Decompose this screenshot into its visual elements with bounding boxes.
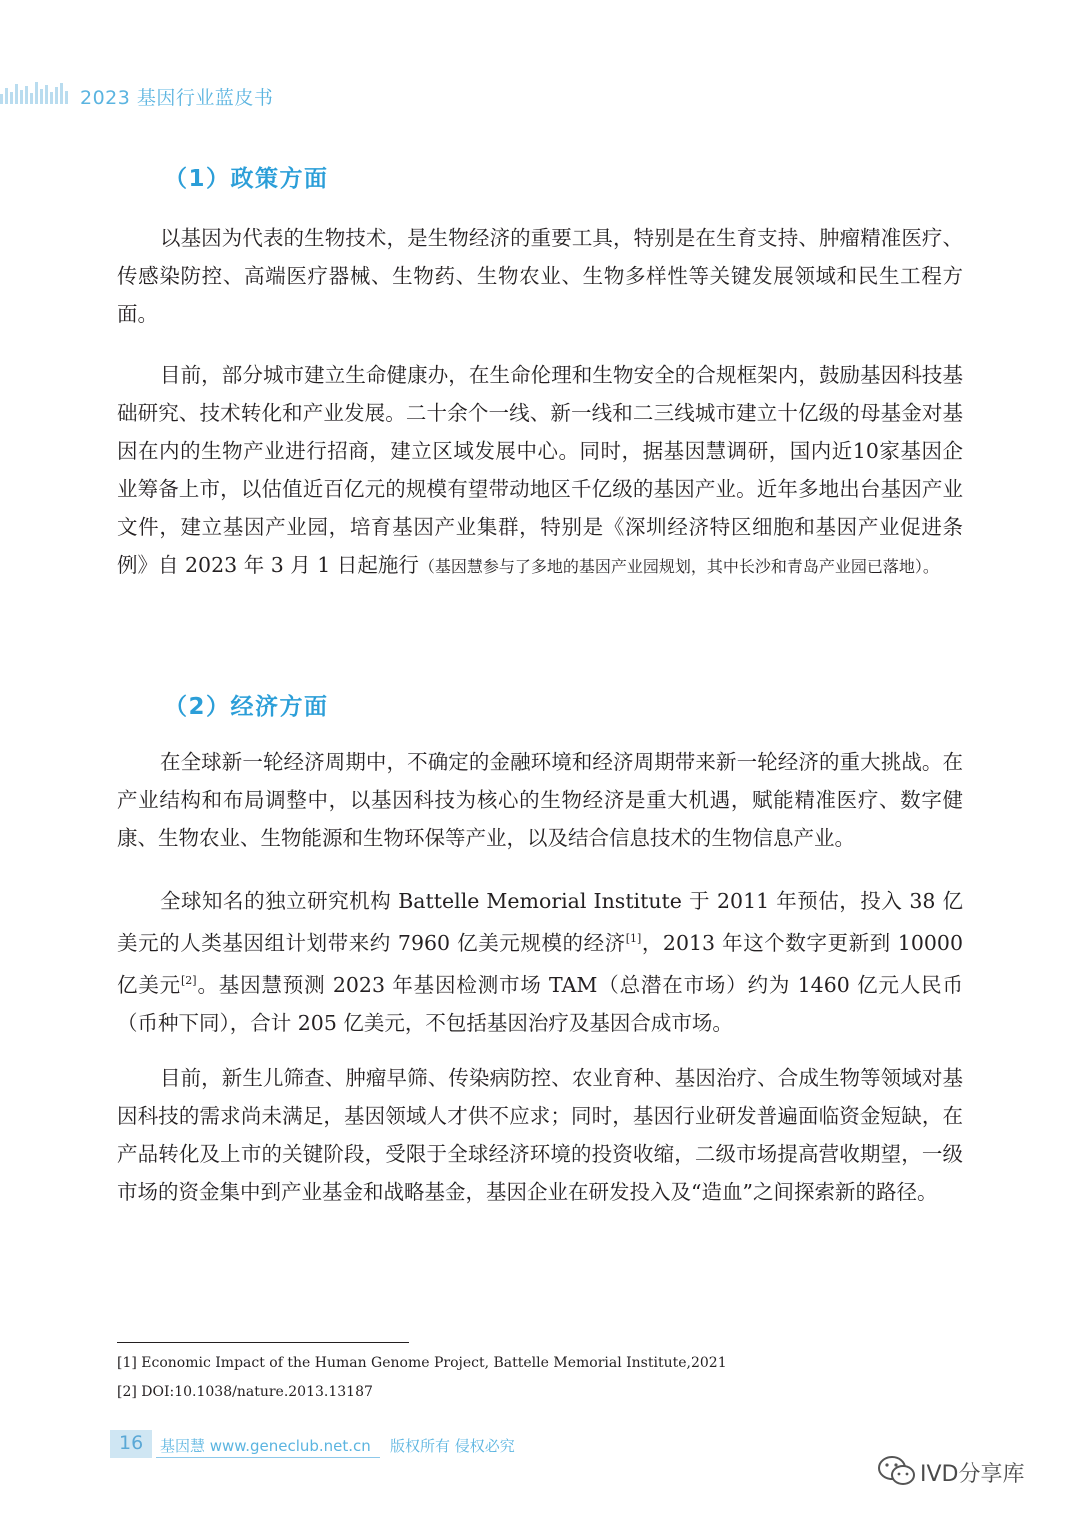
page-number-box xyxy=(110,1430,152,1458)
paragraph-text: 以基因为代表的生物技术，是生物经济的重要工具，特别是在生育支持、肿瘤精准医疗、传感染防控、高端医疗器械、生物药、生物农业、生物多样性等关键发展领域和民生工程方面。 xyxy=(117,226,963,326)
section-heading-policy: （1）政策方面 xyxy=(164,166,329,192)
paragraph-text: ，2013 年这个数字更新到 10000 亿美元 xyxy=(117,931,963,997)
running-header xyxy=(0,80,400,110)
paragraph-text: 目前，部分城市建立生命健康办，在生命伦理和生物安全的合规框架内，鼓励基因科技基础研究、技术转化和产业发展。二十余个一线、新一线和二三线城市建立十亿级的母基金对基因在内的生物产业进行招商，建立区域发展中心。同时，据基因慧调研，国内近10家基因企业筹备上市，以估值近百亿元的规模有望带动地区千亿级的基因产业。近年多地出台基因产业文件，建立基因产业园，培育基因产业集群，特别是《深圳经济特区细胞和基因产业促进条例》自 2023 年 3 月 1 日起施行 xyxy=(117,363,963,577)
footnote-ref: [2] xyxy=(181,974,197,987)
footer-rights: 版权所有 侵权必究 xyxy=(390,1437,515,1455)
page-number: 16 xyxy=(119,1432,144,1454)
paragraph-text: 全球知名的独立研究机构 Battelle Memorial Institute 于 2011 年预估，投入 38 亿美元的人类基因组计划带来约 7960 亿美元规模的经济 xyxy=(117,889,963,955)
paragraph xyxy=(117,356,963,586)
header-bar-graphic xyxy=(0,82,68,104)
wechat-icon xyxy=(876,1454,916,1488)
paragraph xyxy=(117,882,963,1042)
paragraph xyxy=(117,1059,963,1211)
header-title: 2023 基因行业蓝皮书 xyxy=(80,87,274,109)
paragraph xyxy=(117,219,963,333)
paragraph-text: 。基因慧预测 2023 年基因检测市场 TAM（总潜在市场）约为 1460 亿元人民币（币种下同），合计 205 亿美元，不包括基因治疗及基因合成市场。 xyxy=(117,973,963,1035)
footer-site: 基因慧 www.geneclub.net.cn xyxy=(160,1437,371,1455)
watermark-text: IVD分享库 xyxy=(920,1462,1025,1487)
watermark xyxy=(876,1454,1066,1494)
page-footer xyxy=(110,1430,550,1460)
paragraph-text: 在全球新一轮经济周期中，不确定的金融环境和经济周期带来新一轮经济的重大挑战。在产业结构和布局调整中，以基因科技为核心的生物经济是重大机遇，赋能精准医疗、数字健康、生物农业、生物能源和生物环保等产业，以及结合信息技术的生物信息产业。 xyxy=(117,750,963,850)
paragraph-text: 目前，新生儿筛查、肿瘤早筛、传染病防控、农业育种、基因治疗、合成生物等领域对基因科技的需求尚未满足，基因领域人才供不应求；同时，基因行业研发普遍面临资金短缺，在产品转化及上市的关键阶段，受限于全球经济环境的投资收缩，二级市场提高营收期望，一级市场的资金集中到产业基金和战略基金，基因企业在研发投入及“造血”之间探索新的路径。 xyxy=(117,1066,963,1204)
footnote: [2] DOI:10.1038/nature.2013.13187 xyxy=(117,1384,373,1400)
footnote: [1] Economic Impact of the Human Genome Project, Battelle Memorial Institute,2021 xyxy=(117,1355,727,1371)
paragraph-note: （基因慧参与了多地的基因产业园规划，其中长沙和青岛产业园已落地）。 xyxy=(418,557,939,576)
section-heading-economy: （2）经济方面 xyxy=(164,694,329,720)
paragraph xyxy=(117,743,963,857)
footnote-ref: [1] xyxy=(625,932,642,945)
footnote-divider xyxy=(117,1342,409,1343)
footer-underline xyxy=(156,1457,380,1458)
